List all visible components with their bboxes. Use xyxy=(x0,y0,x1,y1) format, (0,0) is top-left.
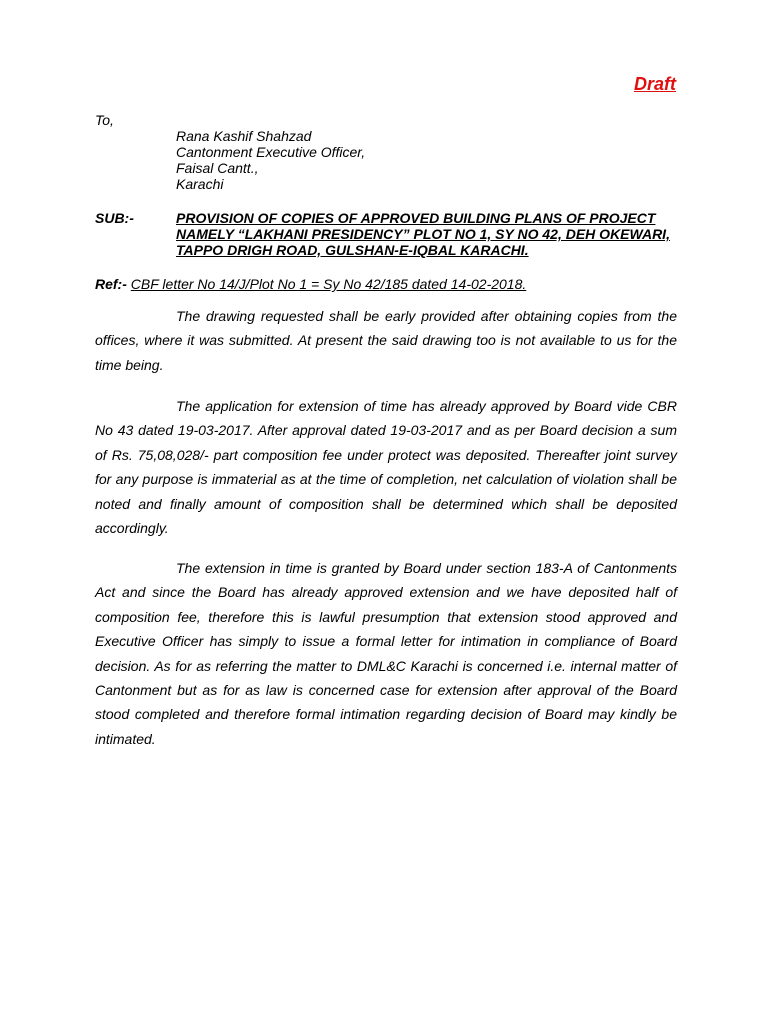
recipient-name: Rana Kashif Shahzad xyxy=(176,128,312,144)
recipient-address xyxy=(176,128,365,192)
recipient-city: Karachi xyxy=(176,176,224,192)
reference-label: Ref:- xyxy=(95,276,127,292)
reference-text: CBF letter No 14/J/Plot No 1 = Sy No 42/185 dated 14-02-2018. xyxy=(130,276,527,292)
to-label: To, xyxy=(95,112,114,128)
draft-label: Draft xyxy=(634,74,677,94)
subject-text: PROVISION OF COPIES OF APPROVED BUILDING PLANS OF PROJECT NAMELY “LAKHANI PRESIDENCY” PLOT NO 1, SY NO 42, DEH OKEWARI, TAPPO DRIGH ROAD, GULSHAN-E-IQBAL KARACHI. xyxy=(176,210,670,258)
subject-label: SUB:- xyxy=(95,210,134,226)
reference-line xyxy=(95,276,526,292)
paragraph-2: The application for extension of time has already approved by Board vide CBR No 43 dated 19-03-2017. After approval dated 19-03-2017 and as per Board decision a sum of Rs. 75,08,028/- part composition fee under protect was deposited. Thereafter joint survey for any purpose is immaterial as at the time of completion, net calculation of violation shall be noted and finally amount of composition shall be determined which shall be deposited accordingly. xyxy=(95,398,677,537)
paragraph-1: The drawing requested shall be early provided after obtaining copies from the offices, where it was submitted. At present the said drawing too is not available to us for the time being. xyxy=(95,308,677,373)
recipient-place: Faisal Cantt., xyxy=(176,160,259,176)
recipient-title: Cantonment Executive Officer, xyxy=(176,144,366,160)
paragraph-3: The extension in time is granted by Board under section 183-A of Cantonments Act and since the Board has already approved extension and we have deposited half of composition fee, therefore this is lawful presumption that extension stood approved and Executive Officer has simply to issue a formal letter for intimation in compliance of Board decision. As for as referring the matter to DML&C Karachi is concerned i.e. internal matter of Cantonment but as for as law is concerned case for extension after approval of the Board stood completed and therefore formal intimation regarding decision of Board may kindly be intimated. xyxy=(95,560,677,747)
